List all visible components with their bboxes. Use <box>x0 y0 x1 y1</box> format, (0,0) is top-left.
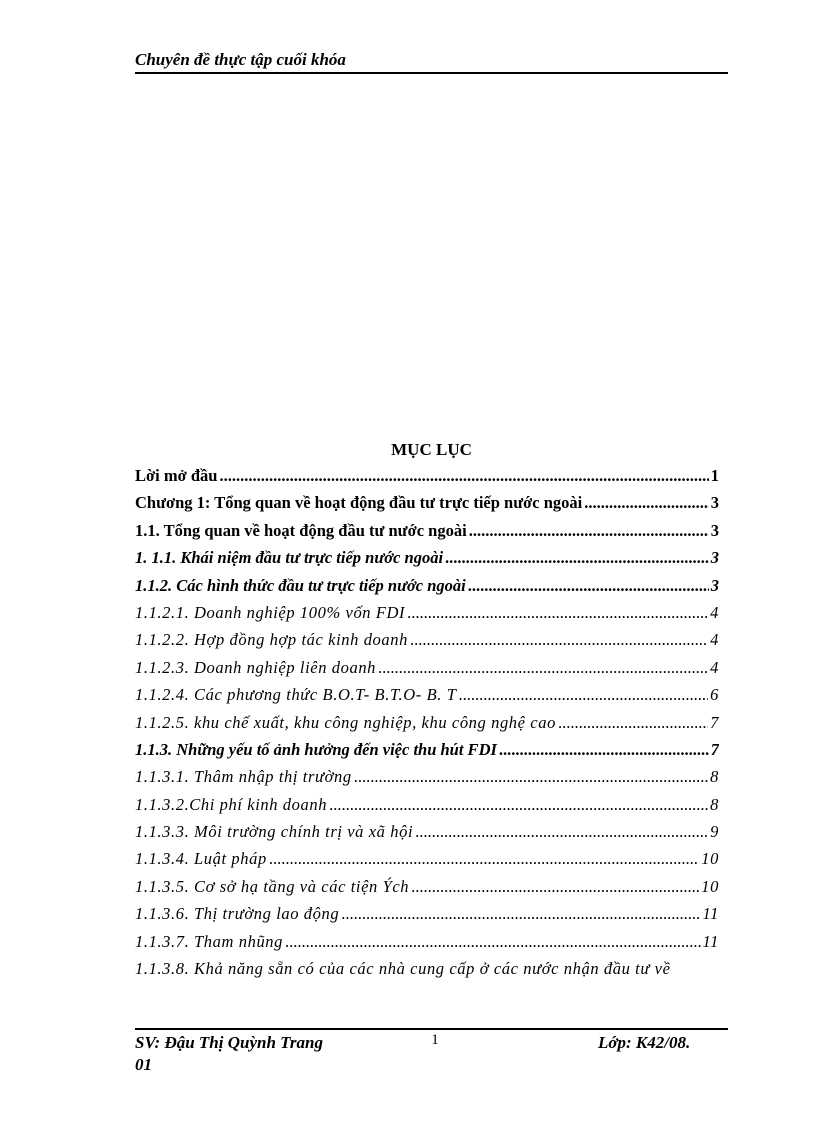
dot-leader <box>410 630 708 650</box>
toc-entry-title: 1.1.3.3. Môi trường chính trị và xã hội <box>135 822 414 842</box>
dot-leader <box>407 603 708 623</box>
dot-leader <box>558 713 708 733</box>
dot-leader <box>415 822 708 842</box>
dot-leader <box>269 849 699 869</box>
toc-entry[interactable] <box>135 795 719 822</box>
toc-entry[interactable] <box>135 521 719 548</box>
toc-entry-title: Lời mở đầu <box>135 466 218 485</box>
dot-leader <box>341 904 700 924</box>
toc-entry-title: 1.1. Tổng quan về hoạt động đầu tư nước ngoài <box>135 520 467 540</box>
toc-entry-title: 1.1.3.6. Thị trường lao động <box>135 904 340 924</box>
toc-entry-page: 11 <box>702 904 719 924</box>
page-header: Chuyên đề thực tập cuối khóa <box>135 48 728 74</box>
toc-entry-page: 3 <box>710 493 719 513</box>
dot-leader <box>584 493 709 513</box>
dot-leader <box>329 795 708 815</box>
toc-entry-page: 10 <box>701 876 719 896</box>
toc-entry[interactable] <box>135 877 719 904</box>
dot-leader <box>499 740 709 760</box>
toc-entry[interactable] <box>135 658 719 685</box>
toc-entry-title: 1.1.3.7. Tham nhũng <box>135 931 283 951</box>
toc-entry-page: 7 <box>710 712 719 732</box>
toc-entry-page: 9 <box>710 822 719 842</box>
toc-entry-title: 1.1.3. Những yếu tố ảnh hưởng đến việc thu hút FDI <box>135 739 497 759</box>
toc-entry-title: 1.1.2.4. Các phương thức B.O.T- B.T.O- B. T <box>135 685 457 705</box>
toc-entry-page: 10 <box>701 849 719 869</box>
toc-entry-page: 8 <box>710 767 719 787</box>
toc-entry-page: 7 <box>710 739 719 759</box>
dot-leader <box>458 685 708 705</box>
toc-entry[interactable] <box>135 767 719 794</box>
dot-leader <box>445 548 709 568</box>
toc-entry-title: 1. 1.1. Khái niệm đầu tư trực tiếp nước ngoài <box>135 548 444 568</box>
dot-leader <box>468 576 709 596</box>
table-of-contents <box>135 466 719 986</box>
dot-leader <box>469 521 709 541</box>
toc-entry-title: 1.1.3.8. Khả năng sẵn có của các nhà cung cấp ở các nước nhận đầu tư về <box>135 959 671 979</box>
toc-entry-title: 1.1.3.1. Thâm nhập thị trường <box>135 767 352 787</box>
toc-entry[interactable] <box>135 576 719 603</box>
toc-entry[interactable] <box>135 904 719 931</box>
toc-entry[interactable] <box>135 713 719 740</box>
toc-entry-page: 3 <box>710 575 719 595</box>
toc-entry-page: 4 <box>710 602 719 622</box>
dot-leader <box>378 658 708 678</box>
toc-entry-page: 3 <box>710 548 719 568</box>
toc-entry-page: 6 <box>710 685 719 705</box>
page-number: 1 <box>431 1032 439 1048</box>
class-continuation: 01 <box>135 1055 152 1074</box>
toc-heading: MỤC LỤC <box>391 440 472 459</box>
toc-entry-page: 3 <box>710 520 719 540</box>
toc-entry-page: 8 <box>710 794 719 814</box>
toc-entry-title: Chương 1: Tổng quan về hoạt động đầu tư trực tiếp nước ngoài <box>135 493 583 513</box>
toc-entry-title: 1.1.3.2.Chi phí kinh doanh <box>135 794 328 814</box>
toc-entry[interactable] <box>135 822 719 849</box>
toc-entry[interactable] <box>135 603 719 630</box>
dot-leader <box>219 466 708 486</box>
toc-entry-page: 4 <box>710 630 719 650</box>
dot-leader <box>411 877 699 897</box>
toc-entry-title: 1.1.2.3. Doanh nghiệp liên doanh <box>135 657 377 677</box>
toc-entry-partial <box>135 959 719 986</box>
toc-entry-title: 1.1.3.5. Cơ sở hạ tầng và các tiện Ých <box>135 876 410 896</box>
toc-entry-page: 11 <box>702 931 719 951</box>
dot-leader <box>354 767 708 787</box>
student-name: SV: Đậu Thị Quỳnh Trang <box>135 1033 323 1052</box>
toc-entry-page: 1 <box>710 466 719 485</box>
toc-entry[interactable] <box>135 466 719 493</box>
toc-entry-title: 1.1.2.1. Doanh nghiệp 100% vốn FDI <box>135 602 406 622</box>
toc-entry[interactable] <box>135 493 719 520</box>
toc-entry-title: 1.1.2.2. Hợp đồng hợp tác kinh doanh <box>135 630 408 650</box>
toc-entry-title: 1.1.2. Các hình thức đầu tư trực tiếp nước ngoài <box>135 575 466 595</box>
toc-entry[interactable] <box>135 740 719 767</box>
footer-class: Lớp: K42/08. <box>598 1033 691 1052</box>
toc-entry[interactable] <box>135 548 719 575</box>
toc-entry[interactable] <box>135 685 719 712</box>
toc-entry[interactable] <box>135 849 719 876</box>
toc-entry[interactable] <box>135 932 719 959</box>
toc-entry-title: 1.1.3.4. Luật pháp <box>135 849 267 869</box>
dot-leader <box>285 932 701 952</box>
toc-entry[interactable] <box>135 630 719 657</box>
toc-entry-title: 1.1.2.5. khu chế xuất, khu công nghiệp, khu công nghệ cao <box>135 712 556 732</box>
footer-student <box>135 1032 375 1076</box>
toc-entry-page: 4 <box>710 657 719 677</box>
